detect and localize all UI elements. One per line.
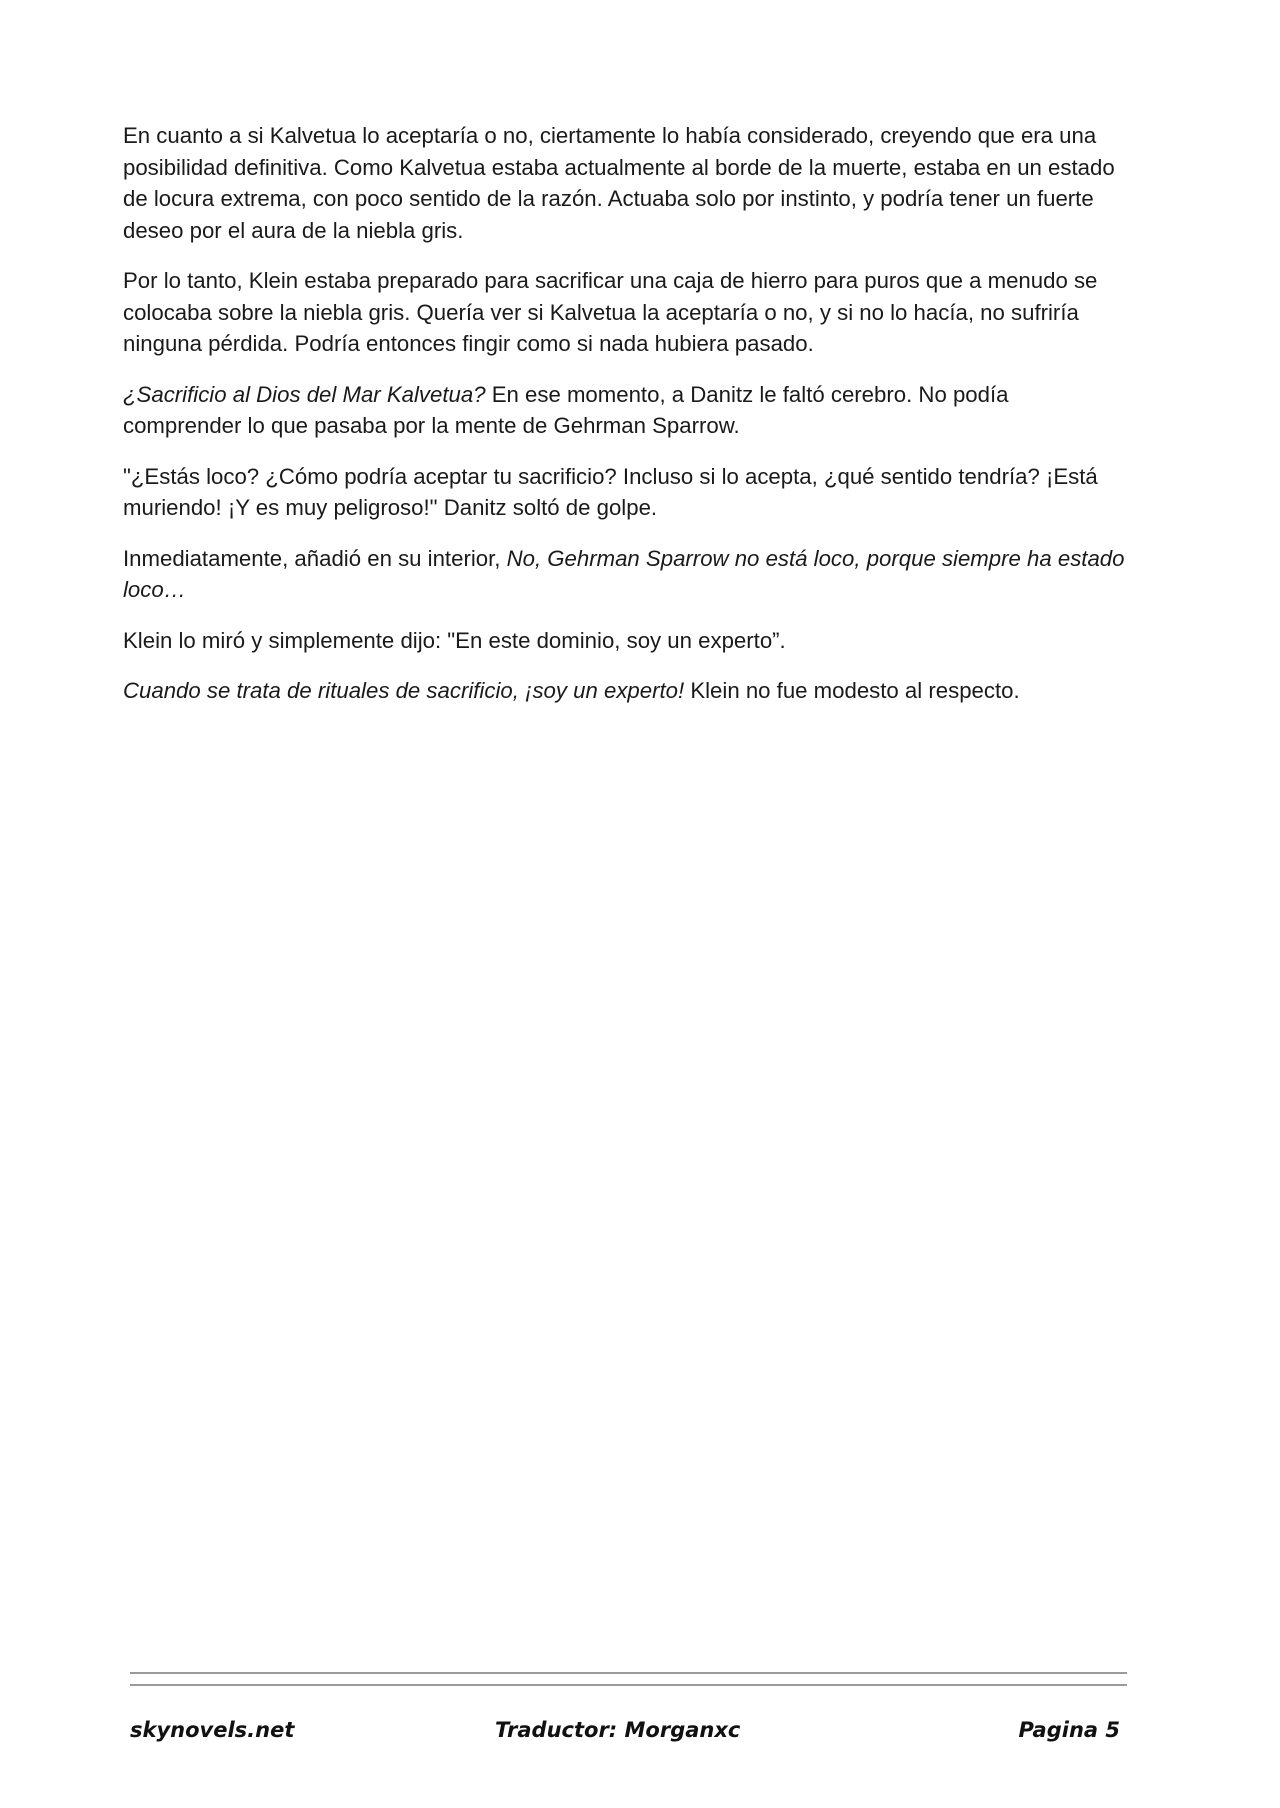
footer-divider-bottom — [130, 1684, 1127, 1686]
text-run: Klein no fue modesto al respecto. — [684, 678, 1020, 703]
text-run: Klein lo miró y simplemente dijo: "En este dominio, soy un experto”. — [123, 627, 786, 653]
paragraph — [123, 461, 1133, 524]
italic-text-run: No, Gehrman Sparrow no está loco, porque siempre ha estado loco… — [123, 545, 1125, 602]
footer-translator: Traductor: Morganxc — [495, 1718, 741, 1742]
text-run: "¿Estás loco? ¿Cómo podría aceptar tu sacrificio? Incluso si lo acepta, ¿qué sentido tendría? ¡Está muriendo! ¡Y es muy peligroso!" Danitz soltó de golpe. — [123, 463, 1098, 520]
paragraph — [123, 625, 1133, 657]
text-run: En cuanto a si Kalvetua lo aceptaría o no, ciertamente lo había considerado, creyendo que era una posibilidad definitiva. Como Kalvetua estaba actualmente al borde de la muerte, estaba en un estado de locura extrema, con poco sentido de la razón. Actuaba solo por instinto, y podría tener un fuerte deseo por el aura de la niebla gris. — [123, 123, 1115, 243]
paragraph — [123, 379, 1133, 442]
paragraph — [123, 543, 1133, 606]
footer-site-name: skynovels.net — [130, 1718, 295, 1742]
italic-text-run: ¿Sacrificio al Dios del Mar Kalvetua? — [123, 381, 486, 407]
text-run: Inmediatamente, añadió en su interior, — [123, 545, 507, 571]
text-run: En ese momento, a Danitz le faltó cerebro. No podía comprender lo que pasaba por la mente de Gehrman Sparrow. — [123, 381, 1009, 438]
italic-text-run: Cuando se trata de rituales de sacrificio, ¡soy un experto! — [123, 678, 685, 703]
text-run: Por lo tanto, Klein estaba preparado para sacrificar una caja de hierro para puros que a menudo se colocaba sobre la niebla gris. Quería ver si Kalvetua la aceptaría o no, y si no lo hacía, no sufriría ninguna pérdida. Podría entonces fingir como si nada hubiera pasado. — [123, 268, 1098, 356]
paragraph — [123, 675, 1133, 707]
footer-divider-top — [130, 1672, 1127, 1674]
paragraph — [123, 120, 1133, 246]
page-footer — [130, 1718, 1120, 1752]
paragraph — [123, 265, 1133, 360]
footer-page-number: Pagina 5 — [1018, 1718, 1120, 1742]
document-body — [123, 120, 1133, 726]
